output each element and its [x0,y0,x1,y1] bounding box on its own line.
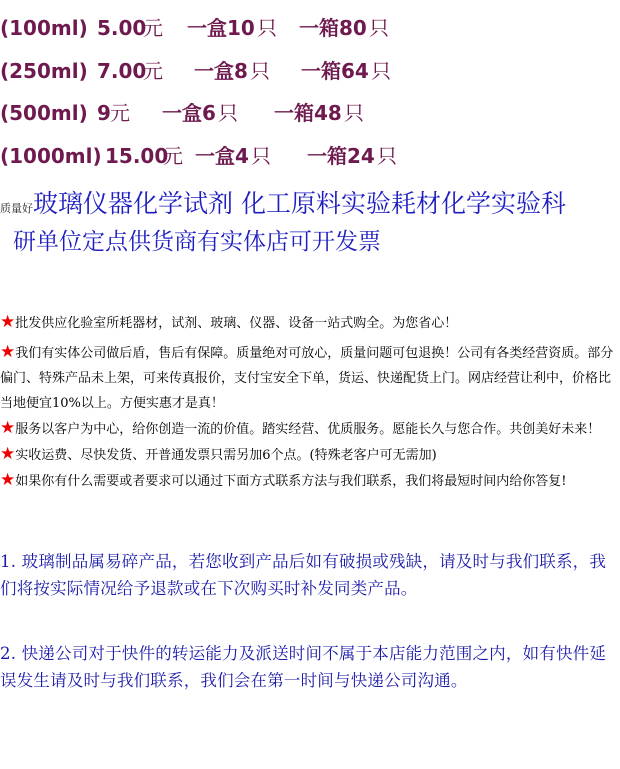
volume-label: (100ml) [0,16,88,40]
note-text: 批发供应化验室所耗器材，试剂、玻璃、仪器、设备一站式购全。为您省心！ [15,316,458,331]
unit-price: 5.00 [97,16,147,40]
box-quantity: 一盒6 [162,101,216,125]
case-quantity: 一箱24 [307,144,375,168]
currency-label: 元 [143,59,163,83]
red-star-icon: ★ [0,342,16,362]
headline-prefix: 质量好 [0,202,33,215]
volume-label: (250ml) [0,59,88,83]
box-unit: 只 [250,59,270,83]
red-star-icon: ★ [0,444,16,464]
unit-price: 15.00 [105,144,169,168]
case-unit: 只 [371,59,391,83]
currency-label: 元 [110,101,130,125]
volume-label: (500ml) [0,101,88,125]
case-quantity: 一箱48 [274,101,342,125]
red-star-icon: ★ [0,418,16,438]
case-quantity: 一箱80 [299,16,367,40]
currency-label: 元 [163,144,183,168]
note-item [0,442,618,468]
red-star-icon: ★ [0,470,16,490]
box-quantity: 一盒4 [195,144,249,168]
note-text: 我们有实体公司做后盾，售后有保障。质量绝对可放心，质量问题可包退换！公司有各类经营资质。部分偏门、特殊产品未上架，可来传真报价，支付宝安全下单，货运、快递配货上门。网店经营让利中，价格比当地便宜10%以上。方便实惠才是真！ [0,346,614,411]
currency-label: 元 [143,16,163,40]
case-unit: 只 [377,144,397,168]
unit-price: 7.00 [97,59,147,83]
policy-paragraph-2: 2. 快递公司对于快件的转运能力及派送时间不属于本店能力范围之内，如有快件延误发生请及时与我们联系，我们会在第一时间与快递公司沟通。 [0,644,607,690]
note-item [0,340,618,416]
box-unit: 只 [251,144,271,168]
notes-list [0,310,618,494]
volume-label: (1000ml) [0,144,102,168]
headline-text-1: 玻璃仪器化学试剂 化工原料实验耗材化学实验科 [33,189,566,218]
box-unit: 只 [257,16,277,40]
case-unit: 只 [344,101,364,125]
note-item [0,468,618,494]
note-text: 服务以客户为中心，给你创造一流的价值。踏实经营、优质服务。愿能长久与您合作。共创美好未来！ [15,422,601,437]
box-quantity: 一盒8 [194,59,248,83]
case-quantity: 一箱64 [301,59,369,83]
box-quantity: 一盒10 [187,16,255,40]
note-item [0,416,618,442]
case-unit: 只 [369,16,389,40]
red-star-icon: ★ [0,312,16,332]
box-unit: 只 [218,101,238,125]
note-item [0,310,618,336]
note-text: 实收运费、尽快发货、开普通发票只需另加6个点。(特殊老客户可无需加) [15,448,437,463]
unit-price: 9 [97,101,111,125]
headline-line-1 [0,186,620,222]
policy-paragraph-1: 1. 玻璃制品属易碎产品，若您收到产品后如有破损或残缺，请及时与我们联系，我们将按实际情况给予退款或在下次购买时补发同类产品。 [0,552,607,598]
headline-line-2: 研单位定点供货商有实体店可开发票 [13,229,381,255]
headline [0,186,620,260]
note-text: 如果你有什么需要或者要求可以通过下面方式联系方法与我们联系，我们将最短时间内给你答复! [15,474,567,489]
